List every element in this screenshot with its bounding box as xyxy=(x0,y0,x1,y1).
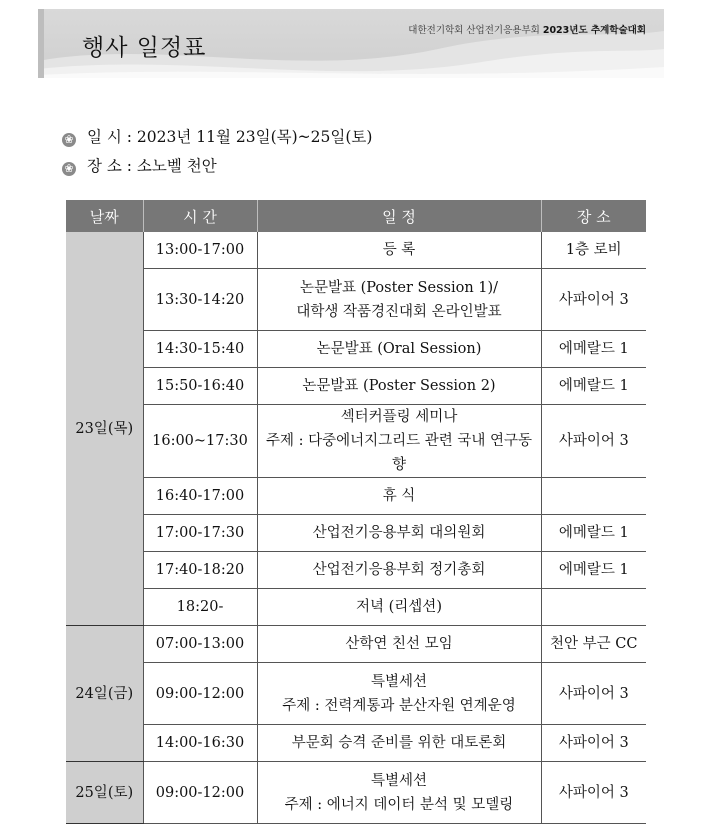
date-value: 2023년 11월 23일(목)~25일(토) xyxy=(136,128,373,146)
event-line: 주제 : 다중에너지그리드 관련 국내 연구동향 xyxy=(265,433,533,473)
info-date xyxy=(62,125,372,147)
event-line: 산업전기응용부회 대의원회 xyxy=(312,525,486,541)
event-organizer xyxy=(408,22,646,36)
table-row xyxy=(66,663,646,725)
table-row xyxy=(66,405,646,478)
table-row xyxy=(66,626,646,663)
table-row xyxy=(66,331,646,368)
event-cell xyxy=(257,663,541,725)
time-cell: 14:30-15:40 xyxy=(143,331,257,368)
place-cell: 1층 로비 xyxy=(541,232,646,269)
event-line: 등 록 xyxy=(382,242,416,258)
page-title: 행사 일정표 xyxy=(82,35,207,61)
place-value: 소노벨 천안 xyxy=(136,157,217,175)
header-banner xyxy=(38,9,664,78)
header-event: 일 정 xyxy=(257,200,541,232)
place-cell: 에메랄드 1 xyxy=(541,515,646,552)
time-cell: 13:30-14:20 xyxy=(143,269,257,331)
schedule-body xyxy=(66,232,646,824)
day-cell: 23일(목) xyxy=(66,232,143,626)
date-label: 일 시 : xyxy=(86,128,132,146)
event-cell xyxy=(257,232,541,269)
time-cell: 16:00~17:30 xyxy=(143,405,257,478)
table-row xyxy=(66,552,646,589)
event-line: 저녁 (리셉션) xyxy=(356,599,442,615)
time-cell: 13:00-17:00 xyxy=(143,232,257,269)
table-row xyxy=(66,232,646,269)
time-cell: 14:00-16:30 xyxy=(143,725,257,762)
event-cell xyxy=(257,478,541,515)
event-line: 논문발표 (Poster Session 1)/ xyxy=(299,279,499,296)
header-date: 날짜 xyxy=(66,200,143,232)
flower-bullet-icon: ❀ xyxy=(62,133,76,147)
event-line: 논문발표 (Oral Session) xyxy=(316,341,482,357)
event-cell xyxy=(257,725,541,762)
event-cell xyxy=(257,626,541,663)
place-cell: 에메랄드 1 xyxy=(541,368,646,405)
place-cell: 사파이어 3 xyxy=(541,663,646,725)
place-cell: 천안 부근 CC xyxy=(541,626,646,663)
event-line: 휴 식 xyxy=(382,488,416,504)
time-cell: 17:40-18:20 xyxy=(143,552,257,589)
place-cell xyxy=(541,589,646,626)
event-cell xyxy=(257,552,541,589)
place-cell: 에메랄드 1 xyxy=(541,331,646,368)
event-cell xyxy=(257,589,541,626)
event-cell xyxy=(257,405,541,478)
day-cell: 25일(토) xyxy=(66,762,143,824)
table-row xyxy=(66,515,646,552)
event-line: 논문발표 (Poster Session 2) xyxy=(302,378,496,394)
event-line: 부문회 승격 준비를 위한 대토론회 xyxy=(291,735,507,751)
place-label: 장 소 : xyxy=(86,157,132,175)
event-line: 산학연 친선 모임 xyxy=(345,636,453,652)
place-cell: 사파이어 3 xyxy=(541,269,646,331)
table-row xyxy=(66,725,646,762)
place-cell: 사파이어 3 xyxy=(541,762,646,824)
time-cell: 09:00-12:00 xyxy=(143,663,257,725)
event-line: 특별세션 xyxy=(370,673,428,690)
event-line: 특별세션 xyxy=(370,772,428,789)
event-line: 섹터커플링 세미나 xyxy=(340,409,458,425)
place-cell: 사파이어 3 xyxy=(541,405,646,478)
day-cell: 24일(금) xyxy=(66,626,143,762)
event-cell xyxy=(257,331,541,368)
event-name: 2023년도 추계학술대회 xyxy=(542,25,646,36)
time-cell: 07:00-13:00 xyxy=(143,626,257,663)
flower-bullet-icon: ❀ xyxy=(62,162,76,176)
place-cell xyxy=(541,478,646,515)
time-cell: 18:20- xyxy=(143,589,257,626)
table-row xyxy=(66,269,646,331)
event-line: 주제 : 에너지 데이터 분석 및 모델링 xyxy=(284,796,514,813)
place-cell: 사파이어 3 xyxy=(541,725,646,762)
header-place: 장 소 xyxy=(541,200,646,232)
event-line: 대학생 작품경진대회 온라인발표 xyxy=(296,303,502,320)
table-header-row xyxy=(66,200,646,232)
event-line: 주제 : 전력계통과 분산자원 연계운영 xyxy=(282,697,516,714)
event-cell xyxy=(257,762,541,824)
organizer-name: 대한전기학회 산업전기응용부회 xyxy=(408,25,540,36)
table-row xyxy=(66,589,646,626)
table-row xyxy=(66,368,646,405)
place-cell: 에메랄드 1 xyxy=(541,552,646,589)
time-cell: 17:00-17:30 xyxy=(143,515,257,552)
event-cell xyxy=(257,368,541,405)
info-place xyxy=(62,154,217,176)
time-cell: 09:00-12:00 xyxy=(143,762,257,824)
time-cell: 16:40-17:00 xyxy=(143,478,257,515)
time-cell: 15:50-16:40 xyxy=(143,368,257,405)
event-cell xyxy=(257,515,541,552)
event-line: 산업전기응용부회 정기총회 xyxy=(312,562,486,578)
header-time: 시 간 xyxy=(143,200,257,232)
table-row xyxy=(66,478,646,515)
event-cell xyxy=(257,269,541,331)
table-row xyxy=(66,762,646,824)
schedule-table xyxy=(66,200,646,824)
